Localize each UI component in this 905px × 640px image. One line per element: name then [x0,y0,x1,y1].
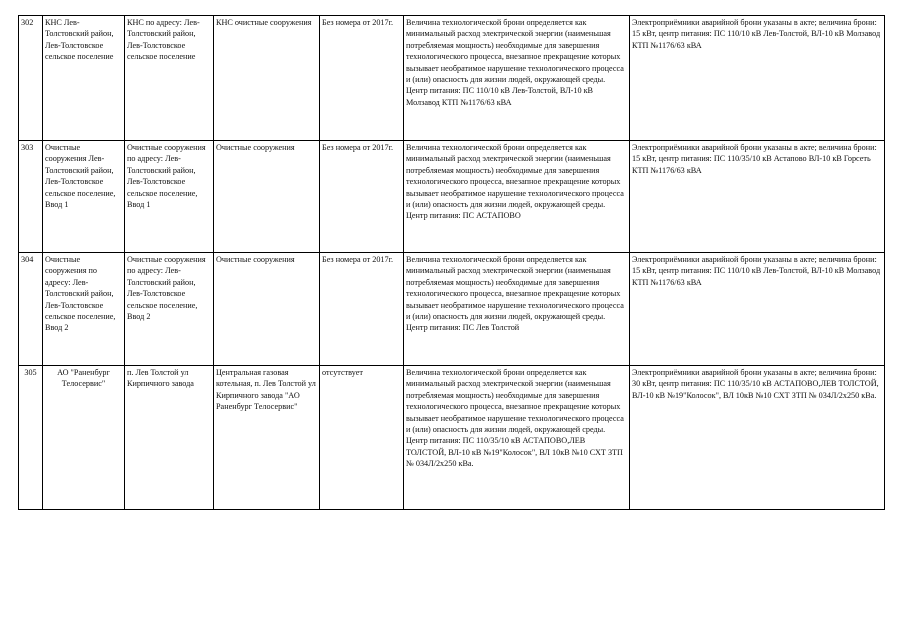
armor-note: Электроприёмники аварийной брони указаны в акте; величина брони: 30 кВт, центр питания: ПС 110/35/10 кВ АСТАПОВО,ЛЕВ ТОЛСТОЙ, ВЛ-10 кВ №19"Колосок", ВЛ 10кВ №10 СХТ ЗТП № 034Л/2х250 кВа. [630,366,885,510]
object-name: КНС очистные сооружения [214,16,320,141]
consumer-name: Очистные сооружения Лев-Толстовский район, Лев-Толстовское сельское поселение, Ввод 1 [43,141,125,253]
data-table [18,15,885,510]
row-number: 303 [19,141,43,253]
armor-note: Электроприёмники аварийной брони указаны в акте; величина брони: 15 кВт, центр питания: ПС 110/35/10 кВ Астапово ВЛ-10 кВ Горсеть КТП №1176/63 кВА [630,141,885,253]
consumer-address: Очистные сооружения по адресу: Лев-Толстовский район, Лев-Толстовское сельское поселение, Ввод 1 [125,141,214,253]
act-reference: Без номера от 2017г. [320,16,404,141]
table-row [19,366,885,510]
object-name: Центральная газовая котельная, п. Лев Толстой ул Кирпичного завода "АО Раненбург Телосервис" [214,366,320,510]
armor-description: Величина технологической брони определяется как минимальный расход электрической энергии (наименьшая потребляемая мощность) необходимые для завершения технологического процесса, внезапное прекращение которых вызывает необратимое нарушение технологического процесса и (или) опасность для жизни людей, окружающей среды. Центр питания: ПС Лев Толстой [404,253,630,366]
armor-note: Электроприёмники аварийной брони указаны в акте; величина брони: 15 кВт, центр питания: ПС 110/10 кВ Лев-Толстой, ВЛ-10 кВ Молзавод КТП №1176/63 кВА [630,253,885,366]
act-reference: отсутствует [320,366,404,510]
table-row [19,253,885,366]
row-number: 305 [19,366,43,510]
armor-description: Величина технологической брони определяется как минимальный расход электрической энергии (наименьшая потребляемая мощность) необходимые для завершения технологического процесса, внезапное прекращение которых вызывает необратимое нарушение технологического процесса и (или) опасность для жизни людей, окружающей среды. Центр питания: ПС АСТАПОВО [404,141,630,253]
consumer-name: Очистные сооружения по адресу: Лев-Толстовский район, Лев-Толстовское сельское поселение, Ввод 2 [43,253,125,366]
consumer-name: АО "Раненбург Телосервис" [43,366,125,510]
row-number: 302 [19,16,43,141]
armor-description: Величина технологической брони определяется как минимальный расход электрической энергии (наименьшая потребляемая мощность) необходимые для завершения технологического процесса, внезапное прекращение которых вызывает необратимое нарушение технологического процесса и (или) опасность для жизни людей, окружающей среды. Центр питания: ПС 110/35/10 кВ АСТАПОВО,ЛЕВ ТОЛСТОЙ, ВЛ-10 кВ №19"Колосок", ВЛ 10кВ №10 СХТ ЗТП № 034Л/2х250 кВа. [404,366,630,510]
armor-description: Величина технологической брони определяется как минимальный расход электрической энергии (наименьшая потребляемая мощность) необходимые для завершения технологического процесса, внезапное прекращение которых вызывает необратимое нарушение технологического процесса и (или) опасность для жизни людей, окружающей среды. Центр питания: ПС 110/10 кВ Лев-Толстой, ВЛ-10 кВ Молзавод КТП №1176/63 кВА [404,16,630,141]
table-row [19,16,885,141]
row-number: 304 [19,253,43,366]
consumer-address: КНС по адресу: Лев-Толстовский район, Лев-Толстовское сельское поселение [125,16,214,141]
armor-note: Электроприёмники аварийной брони указаны в акте; величина брони: 15 кВт, центр питания: ПС 110/10 кВ Лев-Толстой, ВЛ-10 кВ Молзавод КТП №1176/63 кВА [630,16,885,141]
act-reference: Без номера от 2017г. [320,253,404,366]
object-name: Очистные сооружения [214,141,320,253]
object-name: Очистные сооружения [214,253,320,366]
consumer-address: Очистные сооружения по адресу: Лев-Толстовский район, Лев-Толстовское сельское поселение, Ввод 2 [125,253,214,366]
act-reference: Без номера от 2017г. [320,141,404,253]
consumer-address: п. Лев Толстой ул Кирпичного завода [125,366,214,510]
consumer-name: КНС Лев-Толстовский район, Лев-Толстовское сельское поселение [43,16,125,141]
table-row [19,141,885,253]
